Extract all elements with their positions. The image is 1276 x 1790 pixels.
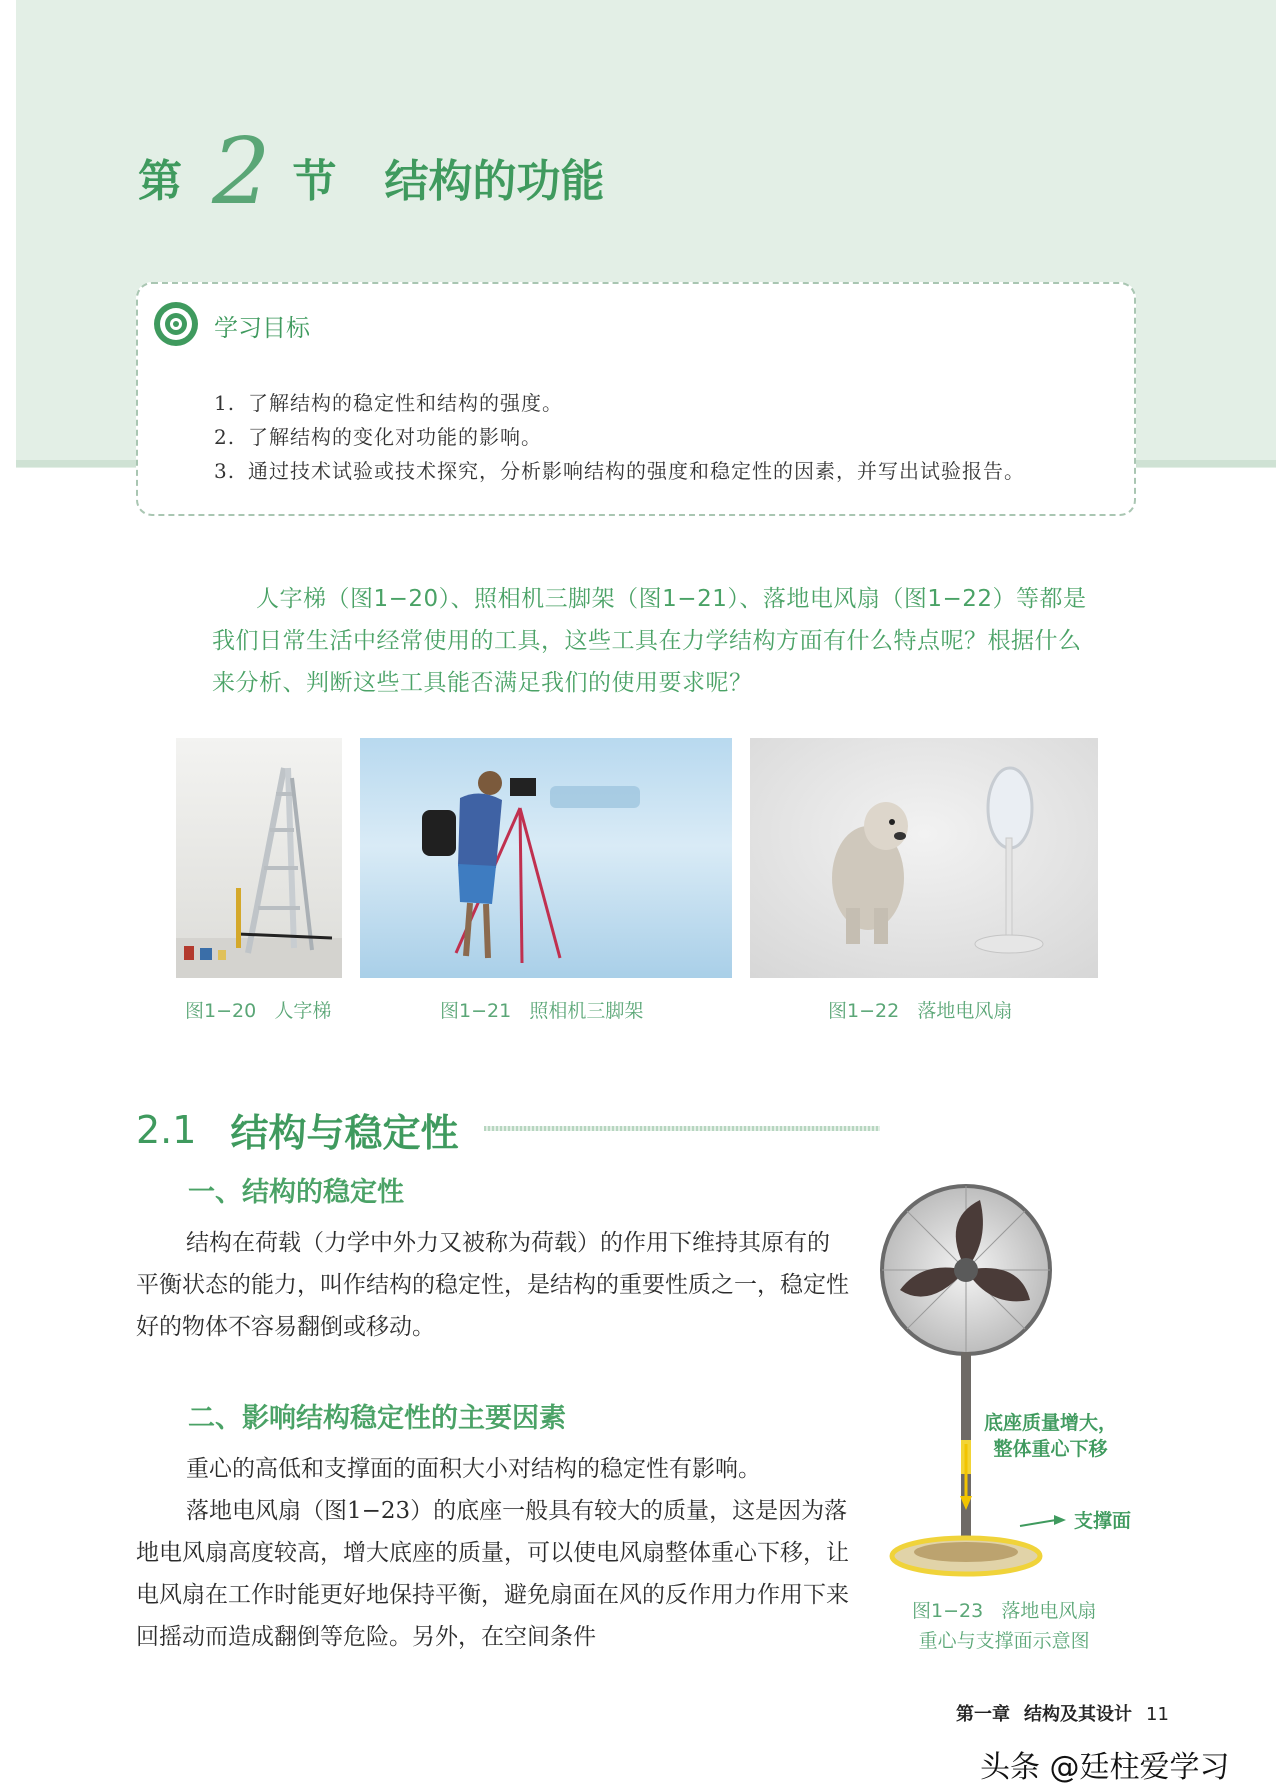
- part2-heading: 二、影响结构稳定性的主要因素: [188, 1403, 566, 1434]
- section-suffix: 节: [292, 156, 337, 207]
- part1-heading: 一、结构的稳定性: [188, 1177, 404, 1208]
- objectives-list: [214, 386, 1025, 488]
- fan-annotation: 底座质量增大， 整体重心下移: [984, 1412, 1118, 1460]
- section-number: 2: [212, 118, 271, 225]
- objective-item: 2. 了解结构的变化对功能的影响。: [214, 425, 542, 449]
- objective-item: 1. 了解结构的稳定性和结构的强度。: [214, 391, 563, 415]
- section-name: 结构的功能: [384, 156, 605, 207]
- intro-paragraph: 人字梯（图1−20）、照相机三脚架（图1−21）、落地电风扇（图1−22）等都是我们日常生活中经常使用的工具，这些工具在力学结构方面有什么特点呢？根据什么来分析、判断这些工具能否满足我们的使用要求呢？: [212, 586, 1087, 696]
- learning-objectives-box: [136, 282, 1136, 516]
- figure-caption: 图1−22 落地电风扇: [828, 1000, 1013, 1022]
- objective-item: 3. 通过技术试验或技术探究，分析影响结构的强度和稳定性的因素，并写出试验报告。: [214, 459, 1025, 483]
- target-icon: [152, 300, 200, 348]
- subsection-rule: [484, 1126, 880, 1131]
- page-footer: 第一章 结构及其设计 11: [956, 1704, 1169, 1725]
- section-prefix: 第: [138, 156, 182, 207]
- objectives-title: 学习目标: [214, 314, 310, 342]
- figure-caption: 图1−21 照相机三脚架: [440, 1000, 644, 1022]
- tripod-photo: [360, 738, 732, 978]
- fan-figure-caption: 图1−23 落地电风扇 重心与支撑面示意图: [912, 1600, 1097, 1652]
- part1-paragraph: 结构在荷载（力学中外力又被称为荷载）的作用下维持其原有的平衡状态的能力，叫作结构的稳定性，是结构的重要性质之一，稳定性好的物体不容易翻倒或移动。: [136, 1230, 849, 1340]
- section-title: [138, 118, 605, 225]
- watermark: 头条 @廷柱爱学习: [980, 1750, 1230, 1785]
- fan-dog-photo: [750, 738, 1098, 978]
- figure-caption: 图1−20 人字梯: [185, 1000, 332, 1022]
- subsection-heading: 2.1 结构与稳定性: [136, 1107, 459, 1155]
- support-surface-label: 支撑面: [1074, 1510, 1132, 1532]
- part2-paragraphs: 重心的高低和支撑面的面积大小对结构的稳定性有影响。 落地电风扇（图1−23）的底座一般具有较大的质量，这是因为落地电风扇高度较高，增大底座的质量，可以使电风扇整体重心下移，让电风扇在工作时能更好地保持平衡，避免扇面在风的反作用力作用下来回摇动而造成翻倒等危险。另外，在空间条件: [136, 1456, 849, 1650]
- stepladder-photo: [176, 738, 342, 978]
